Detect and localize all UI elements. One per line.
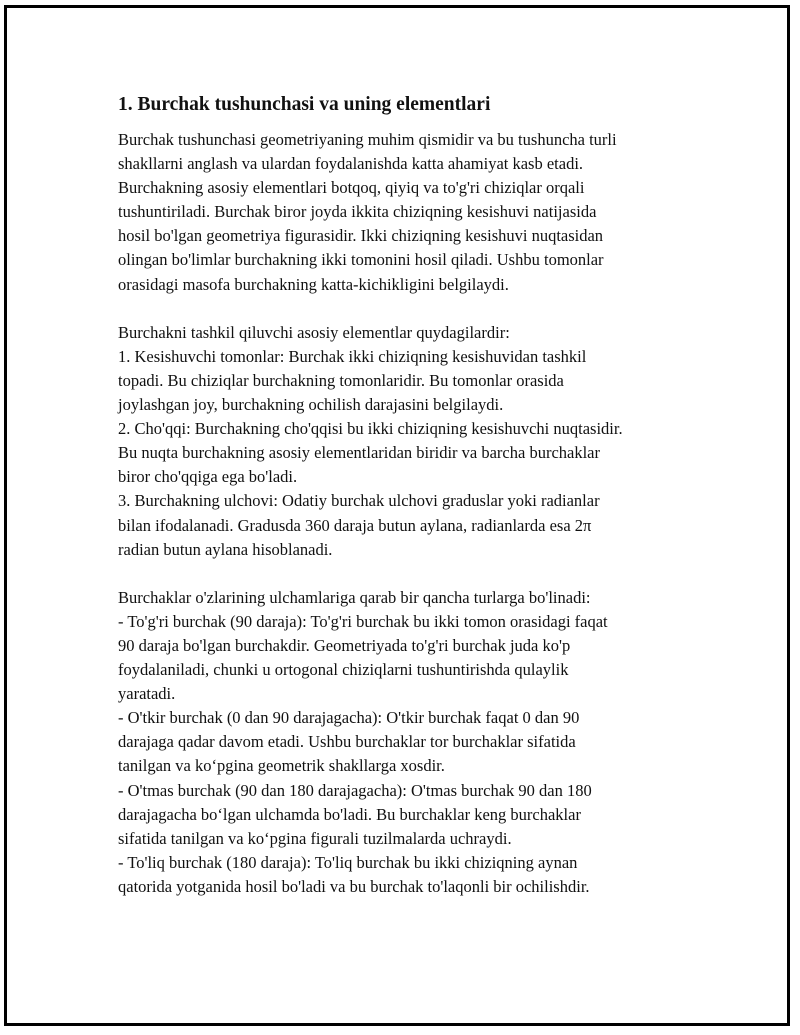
- paragraph-spacer: [118, 562, 698, 586]
- section-heading: 1. Burchak tushunchasi va uning elementlari: [118, 94, 491, 115]
- text-line: - O'tkir burchak (0 dan 90 darajagacha): O'tkir burchak faqat 0 dan 90: [118, 708, 580, 728]
- text-line: topadi. Bu chiziqlar burchakning tomonlaridir. Bu tomonlar orasida: [118, 370, 564, 390]
- document-body: [118, 92, 698, 899]
- paragraph-spacer: [118, 297, 698, 321]
- text-line: sifatida tanilgan va koʻpgina figurali tuzilmalarda uchraydi.: [118, 828, 512, 848]
- text-line: Bu nuqta burchakning asosiy elementlaridan biridir va barcha burchaklar: [118, 443, 600, 463]
- text-line: 2. Cho'qqi: Burchakning cho'qqisi bu ikki chiziqning kesishuvchi nuqtasidir.: [118, 419, 623, 439]
- text-line: foydalaniladi, chunki u ortogonal chiziqlarni tushuntirishda qulaylik: [118, 660, 569, 680]
- text-line: Burchak tushunchasi geometriyaning muhim qismidir va bu tushuncha turli: [118, 130, 617, 149]
- text-line: darajaga qadar davom etadi. Ushbu burchaklar tor burchaklar sifatida: [118, 732, 576, 752]
- text-line: orasidagi masofa burchakning katta-kichikligini belgilaydi.: [118, 274, 509, 294]
- text-line: tanilgan va koʻpgina geometrik shakllarga xosdir.: [118, 756, 445, 776]
- text-line: biror cho'qqiga ega bo'ladi.: [118, 467, 298, 487]
- text-line: qatorida yotganida hosil bo'ladi va bu burchak to'laqonli bir ochilishdir.: [118, 876, 590, 896]
- text-line: bilan ifodalanadi. Gradusda 360 daraja butun aylana, radianlarda esa 2π: [118, 515, 592, 535]
- text-line: darajagacha boʻlgan ulchamda bo'ladi. Bu burchaklar keng burchaklar: [118, 804, 581, 824]
- text-line: Burchaklar o'zlarining ulchamlariga qarab bir qancha turlarga bo'linadi:: [118, 587, 591, 607]
- text-line: 90 daraja bo'lgan burchakdir. Geometriyada to'g'ri burchak juda ko'p: [118, 635, 571, 655]
- text-line: tushuntiriladi. Burchak biror joyda ikkita chiziqning kesishuvi natijasida: [118, 202, 597, 222]
- text-line: joylashgan joy, burchakning ochilish darajasini belgilaydi.: [118, 395, 504, 415]
- text-line: olingan bo'limlar burchakning ikki tomonini hosil qiladi. Ushbu tomonlar: [118, 250, 604, 270]
- text-line: - To'liq burchak (180 daraja): To'liq burchak bu ikki chiziqning aynan: [118, 852, 578, 872]
- text-line: hosil bo'lgan geometriya figurasidir. Ikki chiziqning kesishuvi nuqtasidan: [118, 226, 604, 246]
- paragraph-block: [118, 128, 698, 899]
- text-line: - O'tmas burchak (90 dan 180 darajagacha): O'tmas burchak 90 dan 180: [118, 780, 592, 800]
- text-line: 1. Kesishuvchi tomonlar: Burchak ikki chiziqning kesishuvidan tashkil: [118, 346, 587, 366]
- text-line: radian butun aylana hisoblanadi.: [118, 539, 333, 559]
- text-line: Burchakni tashkil qiluvchi asosiy elementlar quydagilardir:: [118, 322, 510, 342]
- text-line: 3. Burchakning ulchovi: Odatiy burchak ulchovi graduslar yoki radianlar: [118, 491, 600, 511]
- text-line: yaratadi.: [118, 684, 176, 704]
- text-line: Burchakning asosiy elementlari botqoq, qiyiq va to'g'ri chiziqlar orqali: [118, 178, 585, 198]
- text-line: shakllarni anglash va ulardan foydalanishda katta ahamiyat kasb etadi.: [118, 154, 584, 174]
- text-line: - To'g'ri burchak (90 daraja): To'g'ri burchak bu ikki tomon orasidagi faqat: [118, 611, 608, 631]
